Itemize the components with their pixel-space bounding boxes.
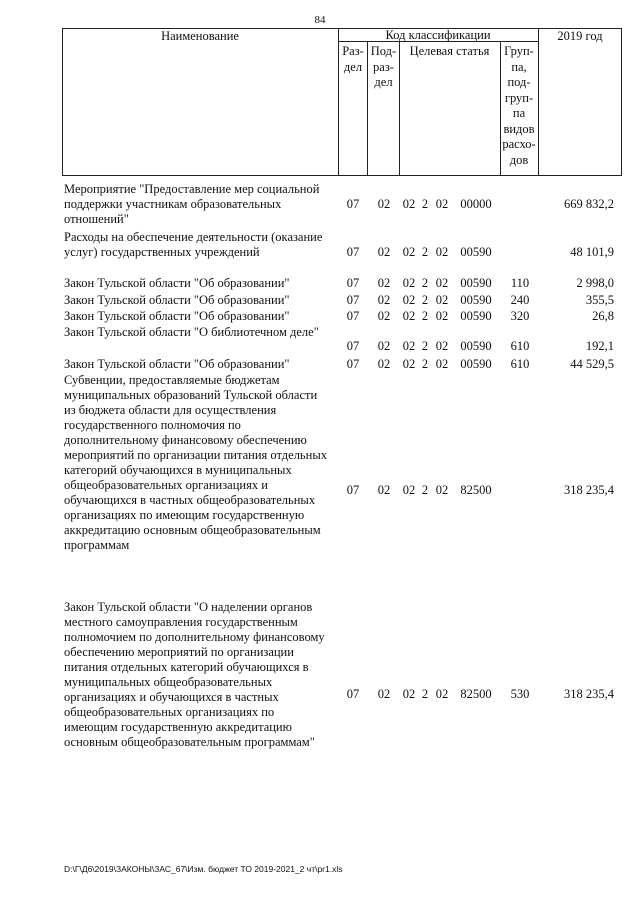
cell-target-4: 00000: [460, 197, 492, 211]
cell-target-1: 02: [402, 245, 416, 259]
cell-amount: 355,5: [585, 293, 614, 307]
row-name-line: программам: [64, 538, 130, 552]
header-group-line: Груп-: [504, 44, 534, 58]
row-name: [64, 230, 346, 260]
header-podrazdel-line: раз-: [373, 59, 394, 74]
row-name: [64, 373, 346, 553]
cell-target-1: 02: [402, 483, 416, 497]
cell-target-3: 02: [435, 245, 449, 259]
cell-target-4: 00590: [460, 293, 492, 307]
header-group-line: под-: [507, 75, 531, 89]
cell-amount: 26,8: [592, 309, 614, 323]
header-divider-year: [538, 28, 539, 176]
cell-target-1: 02: [402, 309, 416, 323]
row-name-line: поддержки участникам образовательных: [64, 197, 282, 211]
cell-target-2: 2: [421, 245, 429, 259]
row-name: [64, 309, 346, 324]
header-podrazdel-line: дел: [374, 75, 393, 89]
cell-target-2: 2: [421, 483, 429, 497]
cell-target-2: 2: [421, 276, 429, 290]
row-name-line: отношений": [64, 212, 129, 226]
cell-target-1: 02: [402, 357, 416, 371]
cell-razdel: 07: [346, 293, 360, 307]
row-name-line: из бюджета области для осуществления: [64, 403, 277, 417]
page-number: 84: [314, 14, 326, 26]
header-name: Наименование: [161, 29, 239, 43]
cell-target-3: 02: [435, 483, 449, 497]
cell-target-3: 02: [435, 276, 449, 290]
cell-razdel: 07: [346, 276, 360, 290]
cell-group: 240: [510, 293, 530, 307]
header-target: Целевая статья: [409, 44, 490, 58]
header-classification: Код классификации: [385, 28, 491, 42]
header-group-line: груп-: [504, 90, 534, 105]
cell-target-3: 02: [435, 357, 449, 371]
row-name: [64, 293, 346, 308]
cell-target-4: 00590: [460, 245, 492, 259]
row-name-line: Закон Тульской области "О наделении органов: [64, 600, 313, 614]
row-name-line: мероприятий по организации питания отдельных: [64, 448, 327, 462]
row-name-line: Мероприятие "Предоставление мер социальной: [64, 182, 320, 196]
cell-target-2: 2: [421, 357, 429, 371]
row-name: [64, 276, 346, 291]
row-name-line: услуг) государственных учреждений: [64, 245, 260, 259]
header-right-border: [621, 28, 622, 176]
cell-group: 530: [510, 687, 530, 701]
cell-target-2: 2: [421, 339, 429, 353]
cell-target-1: 02: [402, 197, 416, 211]
cell-podrazdel: 02: [377, 687, 391, 701]
cell-amount: 318 235,4: [564, 483, 614, 497]
cell-group: 610: [510, 339, 530, 353]
row-name-line: дополнительному финансовому обеспечению: [64, 433, 307, 447]
header-razdel: [338, 44, 368, 75]
cell-podrazdel: 02: [377, 293, 391, 307]
row-name-line: имеющим государственную аккредитацию: [64, 720, 292, 734]
cell-podrazdel: 02: [377, 339, 391, 353]
cell-target-2: 2: [421, 309, 429, 323]
cell-razdel: 07: [346, 309, 360, 323]
cell-podrazdel: 02: [377, 276, 391, 290]
cell-target-3: 02: [435, 687, 449, 701]
cell-target-4: 00590: [460, 339, 492, 353]
header-razdel-line: дел: [343, 59, 363, 74]
cell-podrazdel: 02: [377, 245, 391, 259]
table-header: [62, 28, 622, 176]
row-name-line: Закон Тульской области "Об образовании": [64, 293, 290, 307]
cell-target-3: 02: [435, 197, 449, 211]
cell-amount: 192,1: [585, 339, 614, 353]
header-group-line: расхо-: [502, 137, 536, 151]
row-name-line: Закон Тульской области "О библиотечном деле": [64, 325, 319, 339]
row-name-line: Закон Тульской области "Об образовании": [64, 276, 290, 290]
header-group: [500, 44, 538, 168]
cell-podrazdel: 02: [377, 197, 391, 211]
cell-podrazdel: 02: [377, 483, 391, 497]
row-name-line: муниципальных образований Тульской области: [64, 388, 318, 402]
header-group-line: видов: [503, 121, 535, 136]
row-name-line: питания отдельных категорий обучающихся в: [64, 660, 309, 674]
cell-amount: 48 101,9: [570, 245, 614, 259]
cell-group: 110: [510, 276, 530, 290]
row-name: [64, 357, 346, 372]
header-razdel-line: Раз-: [342, 44, 364, 58]
row-name-line: аккредитацию основным общеобразовательным: [64, 523, 321, 537]
row-name: [64, 600, 346, 750]
cell-target-2: 2: [421, 687, 429, 701]
row-name-line: муниципальных общеобразовательных: [64, 675, 273, 689]
cell-target-2: 2: [421, 197, 429, 211]
header-group-line: дов: [509, 152, 529, 167]
cell-razdel: 07: [346, 357, 360, 371]
cell-target-4: 00590: [460, 357, 492, 371]
cell-amount: 669 832,2: [564, 197, 614, 211]
row-name: [64, 325, 346, 340]
cell-target-4: 00590: [460, 309, 492, 323]
cell-target-1: 02: [402, 687, 416, 701]
cell-amount: 44 529,5: [570, 357, 614, 371]
cell-amount: 2 998,0: [576, 276, 614, 290]
header-podrazdel: [367, 44, 400, 91]
cell-podrazdel: 02: [377, 309, 391, 323]
row-name-line: организациях и обучающихся в частных: [64, 690, 279, 704]
row-name-line: местного самоуправления государственным: [64, 615, 298, 629]
cell-target-1: 02: [402, 276, 416, 290]
row-name-line: обеспечению мероприятий по организации: [64, 645, 294, 659]
cell-target-4: 82500: [460, 483, 492, 497]
row-name-line: обучающихся в частных общеобразовательных: [64, 493, 316, 507]
header-left-border: [62, 28, 63, 176]
row-name-line: категорий обучающихся в муниципальных: [64, 463, 292, 477]
row-name-line: Расходы на обеспечение деятельности (оказание: [64, 230, 323, 244]
cell-razdel: 07: [346, 483, 360, 497]
header-group-line: па,: [511, 59, 527, 74]
cell-razdel: 07: [346, 197, 360, 211]
header-podrazdel-line: Под-: [370, 44, 397, 58]
row-name-line: общеобразовательных организациях по: [64, 705, 275, 719]
row-name-line: организациях по имеющим государственную: [64, 508, 305, 522]
row-name-line: государственного полномочия по: [64, 418, 241, 432]
cell-podrazdel: 02: [377, 357, 391, 371]
cell-target-2: 2: [421, 293, 429, 307]
cell-target-3: 02: [435, 309, 449, 323]
cell-razdel: 07: [346, 687, 360, 701]
header-group-line: па: [512, 106, 526, 120]
row-name: [64, 182, 346, 227]
cell-amount: 318 235,4: [564, 687, 614, 701]
row-name-line: Закон Тульской области "Об образовании": [64, 357, 290, 371]
row-name-line: полномочием по дополнительному финансовому: [64, 630, 325, 644]
row-name-line: Закон Тульской области "Об образовании": [64, 309, 290, 323]
file-path-footer: D:\Г\Д6\2019\ЗАКОНЫ\ЗАС_67\Изм. бюджет ТО 2019-2021_2 чт\pr1.xls: [64, 864, 343, 874]
header-year: 2019 год: [557, 29, 603, 43]
row-name-line: общеобразовательных организациях и: [64, 478, 268, 492]
cell-target-1: 02: [402, 339, 416, 353]
cell-target-1: 02: [402, 293, 416, 307]
row-name-line: Субвенции, предоставляемые бюджетам: [64, 373, 280, 387]
cell-target-4: 82500: [460, 687, 492, 701]
cell-group: 320: [510, 309, 530, 323]
cell-group: 610: [510, 357, 530, 371]
cell-target-3: 02: [435, 293, 449, 307]
cell-razdel: 07: [346, 245, 360, 259]
cell-razdel: 07: [346, 339, 360, 353]
cell-target-3: 02: [435, 339, 449, 353]
row-name-line: основным общеобразовательным программам": [64, 735, 315, 749]
cell-target-4: 00590: [460, 276, 492, 290]
